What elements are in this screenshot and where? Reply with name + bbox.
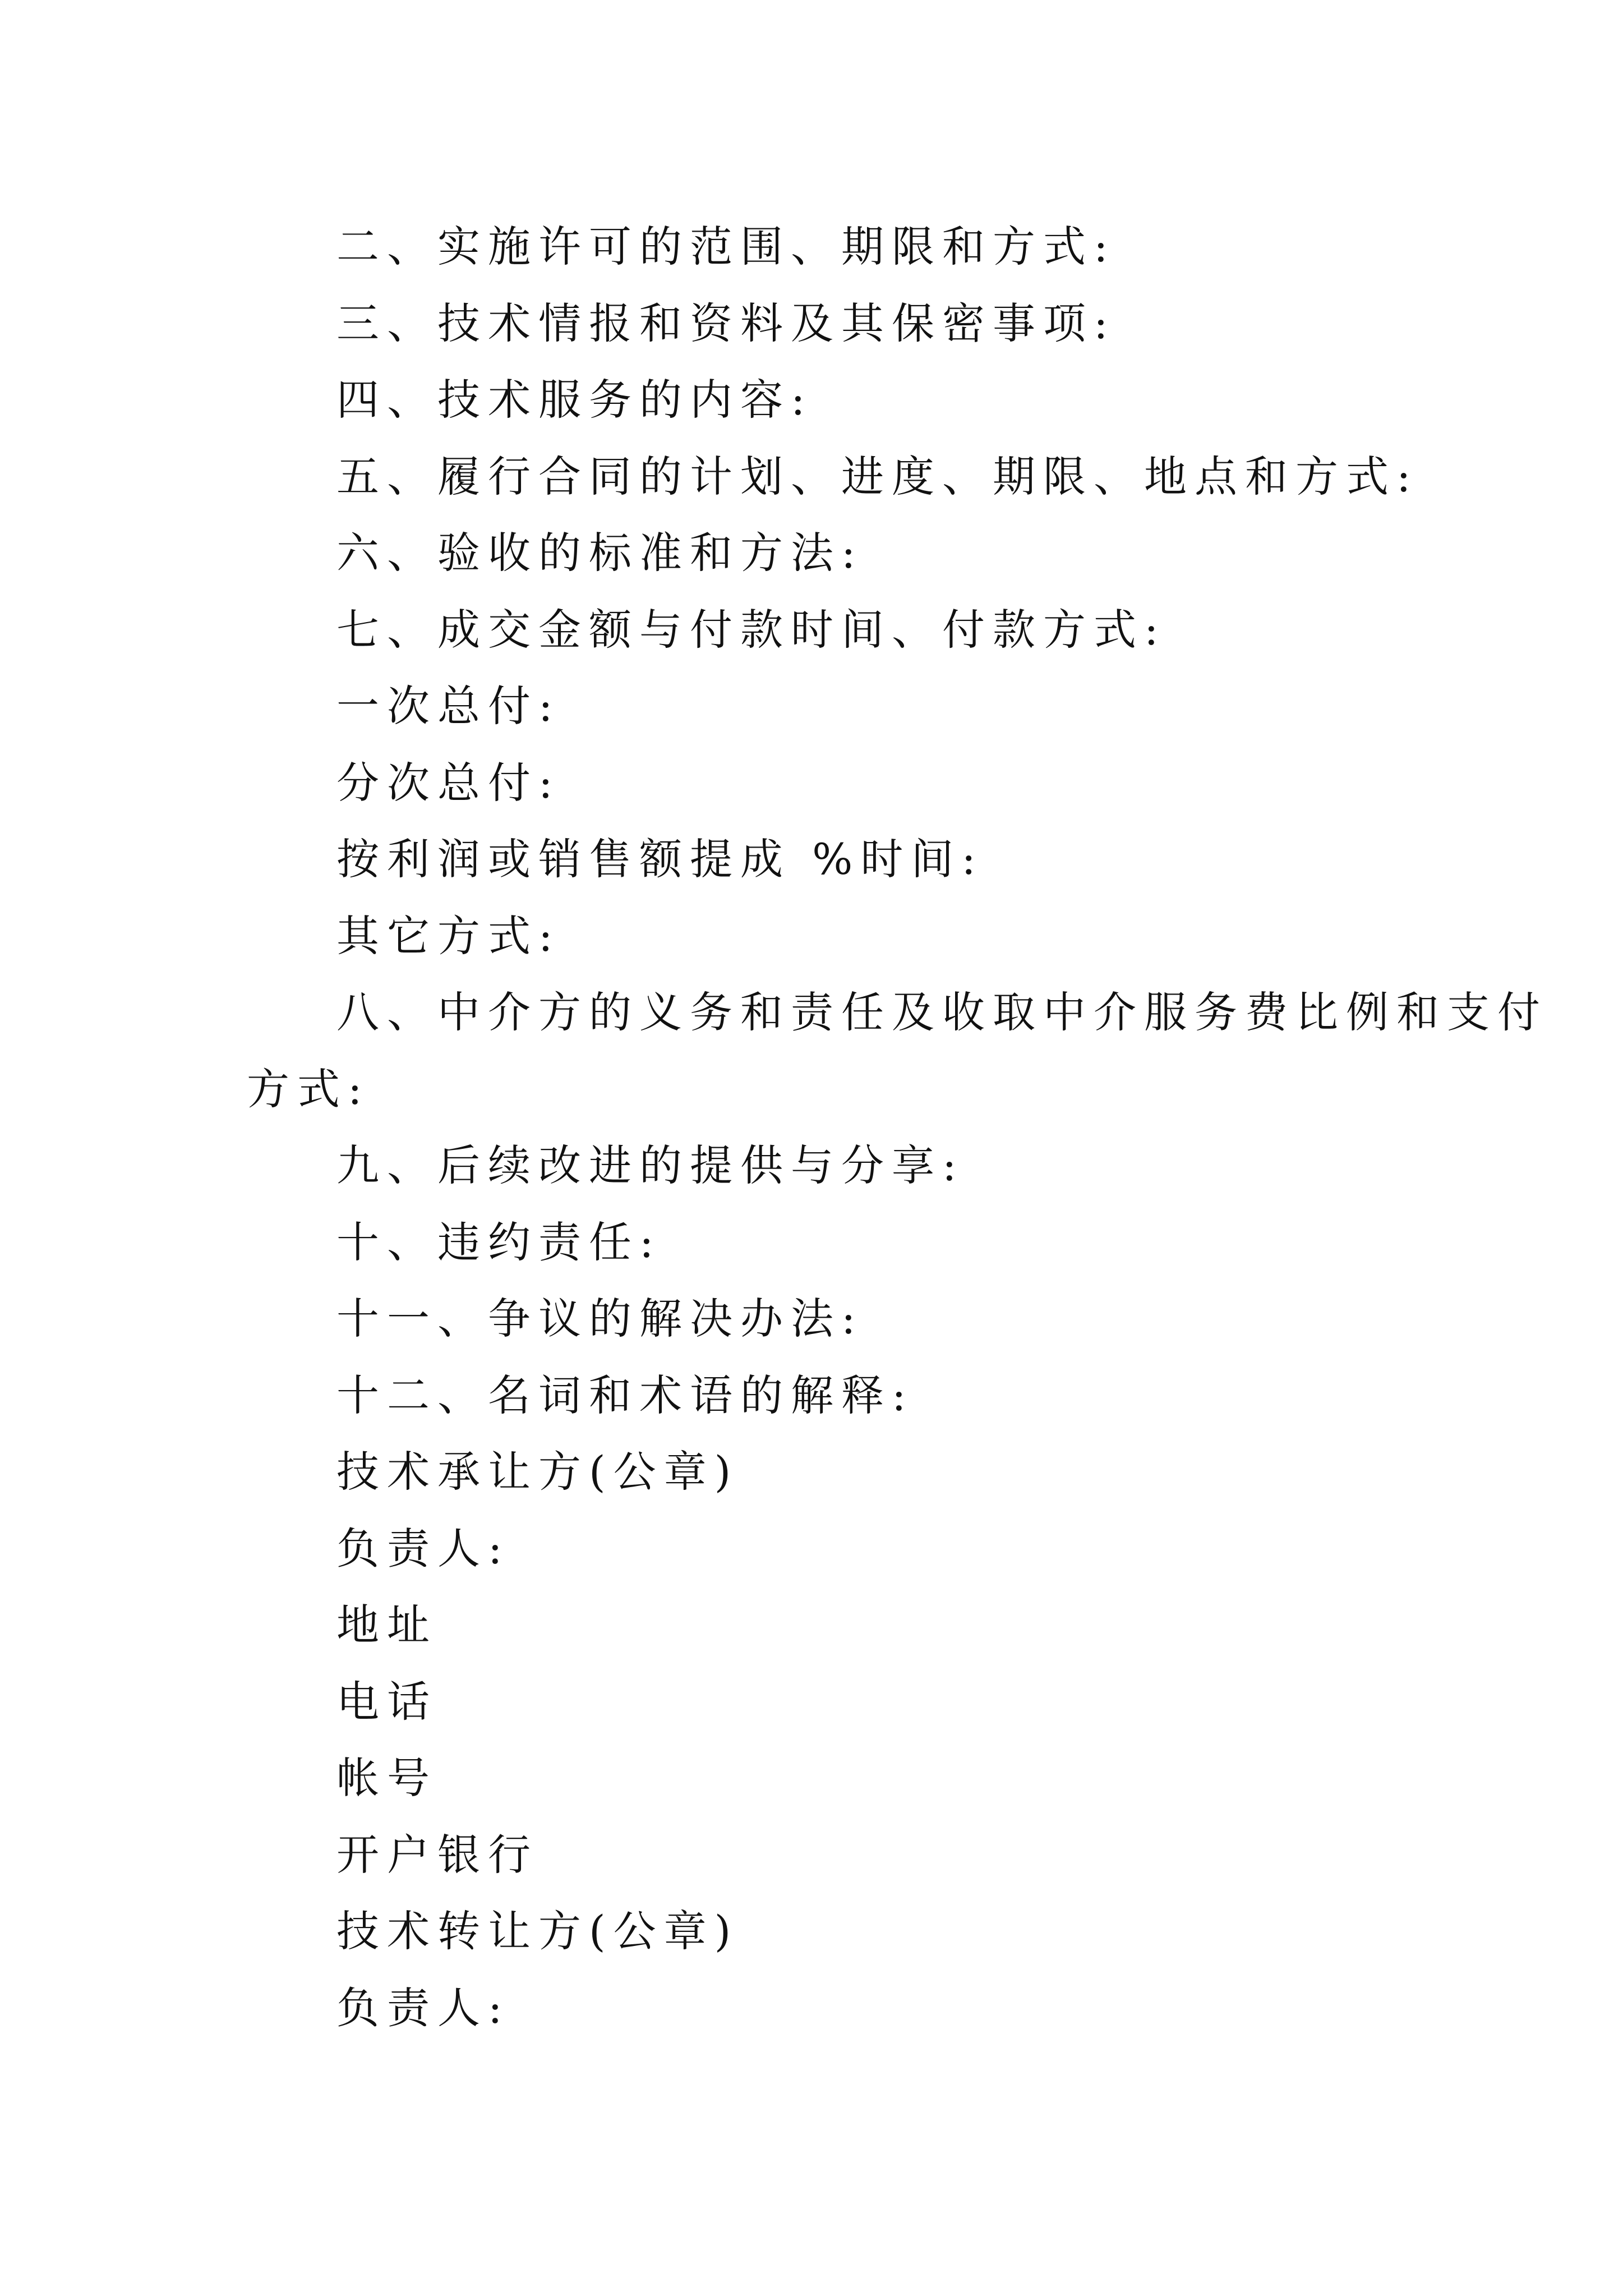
address-label: 地址 (336, 1600, 437, 1650)
clause-2-scope: 二、实施许可的范围、期限和方式: (336, 222, 1116, 272)
payment-royalty: 按利润或销售额提成 %时间: (336, 834, 984, 884)
licensee-seal-label: 技术承让方(公章) (336, 1447, 739, 1497)
payment-other: 其它方式: (336, 910, 561, 961)
clause-5-performance-plan: 五、履行合同的计划、进度、期限、地点和方式: (336, 451, 1419, 501)
clause-3-confidentiality: 三、技术情报和资料及其保密事项: (336, 298, 1116, 348)
licensor-seal-label: 技术转让方(公章) (336, 1906, 739, 1956)
account-label: 帐号 (336, 1753, 437, 1803)
phone-label: 电话 (336, 1676, 437, 1727)
payment-lump-sum: 一次总付: (336, 681, 561, 731)
licensor-representative-label: 负责人: (336, 1982, 510, 2033)
clause-12-definitions: 十二、名词和术语的解释: (336, 1370, 914, 1420)
document-body (247, 209, 1548, 2046)
clause-7-payment: 七、成交金额与付款时间、付款方式: (336, 604, 1166, 655)
clause-6-acceptance: 六、验收的标准和方法: (336, 528, 864, 578)
bank-label: 开户银行 (336, 1829, 538, 1880)
clause-10-liability: 十、违约责任: (336, 1217, 662, 1267)
licensee-representative-label: 负责人: (336, 1523, 510, 1573)
clause-4-service-content: 四、技术服务的内容: (336, 375, 813, 425)
clause-8-continuation: 方式: (247, 1064, 370, 1114)
clause-9-improvements: 九、后续改进的提供与分享: (336, 1140, 965, 1190)
clause-8-intermediary: 八、中介方的义务和责任及收取中介服务费比例和支付 (336, 987, 1548, 1037)
payment-installments: 分次总付: (336, 757, 561, 808)
clause-11-disputes: 十一、争议的解决办法: (336, 1294, 864, 1343)
